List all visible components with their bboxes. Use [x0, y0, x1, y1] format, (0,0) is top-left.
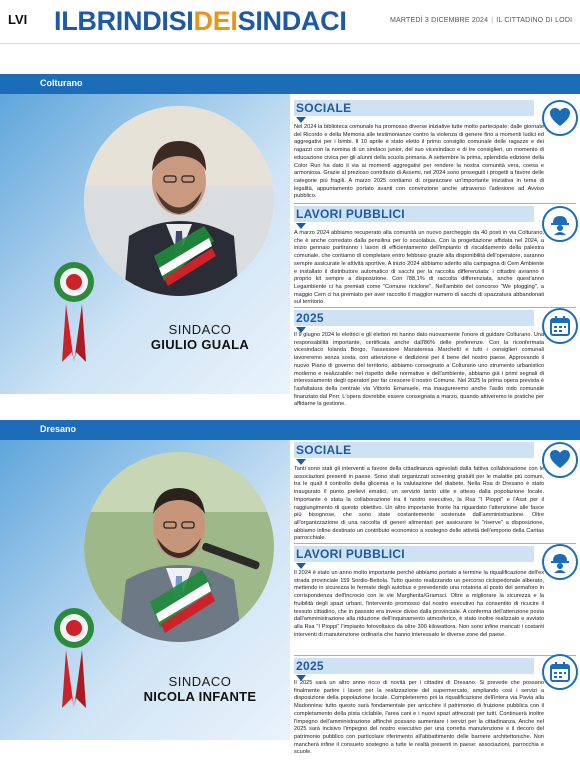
- mayor-name: GIULIO GUALA: [150, 337, 250, 352]
- header-rule: [0, 43, 580, 44]
- town-section-colturano: [0, 74, 580, 414]
- mayor-portrait-photo: [84, 106, 274, 296]
- mayor-name: NICOLA INFANTE: [143, 689, 257, 704]
- block-text: Il 2024 è stato un anno molto importante perché abbiamo portato a termine la riqualificazione dell'ex strada provinciale 159 Sordio-Bettola. Tutto questo realizzando un percorso ciclopedonale alberato, mettendo in sicurezza le fermate degli autobus e prevedendo una rotatoria al posto del semaforo in corrispondenza dell'incrocio con le vie Margherita/Gramsci. Oltre a migliorare la sicurezza e la fruibilità degli spazi urbani, l'intervento promosso dal nostro esecutivo ha consentito di ricucire il tessuto cittadino, che in passato era invece diviso dalla provinciale. A conferma dell'attenzione posta dall'amministrazione alla riduzione dell'inquinamento atmosferico, è stato inoltre realizzato e avviato alla Rsa "I Pioppi" l'impianto fotovoltaico da oltre 300 kilowattora. Non sono infine mancati i costanti interventi di manutenzione ordinaria che hanno interessato le diverse zone del paese.: [294, 570, 544, 638]
- block-title-bar: [294, 310, 534, 326]
- worker-icon: [542, 544, 578, 580]
- block-title: 2025: [296, 311, 324, 325]
- page-header: [0, 0, 580, 44]
- brand-part-1: ILBRINDISI: [54, 6, 194, 36]
- block-text: Il 9 giugno 2024 le elettrici e gli elettori mi hanno dato nuovamente l'onore di guidare Colturano. Una responsabilità importante, certificata anche dall'86% delle preferenze. Con la riconfermata vicesindaco Iolanda Borgo, l'assessore Mariateresa Marchetti e tutti i consiglieri comunali lavoreremo senza sosta, con attenzione e dedizione per il bene del nostro paese. Approvando il nuovo Piano di governo del territorio, abbiamo consegnato a Colturano uno strumento urbanistico moderno e realizzabile: nel rispetto delle normative e dell'ambiente, abbiamo già i primi segnali di interessamento degli operatori per far crescere il nostro Comune. Nel 2025 la prima opera prevista è l'asfaltatura della centrale via Vittorio Emanuele, ma inaugureremo anche l'asilo nido comunale finanziato dal Pnrr. L'opera dovrebbe essere consegnata a marzo, quando attiveremo le pratiche per affidarne la gestione.: [294, 332, 544, 408]
- content-column: [294, 442, 576, 764]
- issue-date: MARTEDÌ 3 DICEMBRE 2024: [390, 17, 489, 24]
- tricolor-rosette-icon: [52, 600, 96, 710]
- block-arrow-icon: [296, 117, 306, 123]
- block-title: LAVORI PUBBLICI: [296, 207, 405, 221]
- town-header-bar: [0, 420, 580, 440]
- block-text: Il 2025 sarà un altro anno ricco di novità per i cittadini di Dresano. Si prevede che possano finalmente partire i lavori per la realizzazione del supermercato, ampliando così i servizi a disposizione della popolazione locale. Completeremo poi la riqualificazione dell'intera via Pavia alla Madonnina: tutto questo sarà fondamentale per arricchire il patrimonio di fruizione pubblica con il completamento della pista ciclabile, l'area cani e i nuovi spazi attrezzati per tutti. Continuerà inoltre l'impegno dell'amministrazione affinché possano aumentare i servizi per la cittadinanza. Anche nel 2025 sarà incisivo l'impegno del nostro esecutivo per una corretta manutenzione e il decoro del patrimonio pubblico con particolare riferimento all'abbattimento delle barriere architettoniche. Non mancherà infine il consueto sostegno a tutte le realtà presenti in paese: associazioni, parrocchia e scuole.: [294, 680, 544, 756]
- dateline: MARTEDÌ 3 DICEMBRE 2024 | IL CITTADINO DI LODI: [390, 17, 573, 24]
- block-text: Nel 2024 la biblioteca comunale ha promosso diverse iniziative tutte molto partecipate: dalle giornate del Ricordo e della Memoria alle testimonianze contro la violenza di genere fino a momenti ludici ed aggregativi per i bimbi. Il 10 aprile è stato eletto il primo consiglio comunale delle ragazze e dei ragazzi con la nomina di un sindaco junior, del suo vicesindaco e di tre consiglieri, un momento di educazione civica per gli alunni della scuola primaria. A settembre la prima, splendida edizione della Color Run ha dato il via ai momenti aggregativi per rendere la nostra comunità vera, coesa e armoniosa. Grazie al prezioso contributo di Assemi, nel 2024 sono proseguiti i progetti a favore delle categorie più fragili. A marzo 2025 contiamo di organizzare un'importante iniziativa in tema di legalità, appuntamento portato avanti con convinzione anche attraverso l'adesione ad Avviso pubblico.: [294, 124, 544, 200]
- page-number: LVI: [8, 12, 28, 27]
- calendar-icon: [542, 308, 578, 344]
- heart-icon: [542, 100, 578, 136]
- block-text: Tanti sono stati gli interventi a favore della cittadinanza agevolati dalla fattiva collaborazione con le associazioni presenti in paese. Sono stati organizzati screening gratuiti per le malattie più comuni, tra le quali il controllo della glicemia e la valutazione del diabete. Nella Rsa di Dresano è stato inaugurato il punto prelievi ematici, un servizio tanto utile e atteso dalla popolazione locale. Importante è stata la collaborazione tra il nostro esecutivo, la Rsa "I Pioppi" e l'Asst per il raggiungimento di questo obiettivo. Un altro importante fronte ha riguardato l'attenzione alle fasce più bisognose, che sono state costantemente sostenute dall'amministrazione. Oltre all'organizzazione di una raccolta di generi alimentari per assicurare le "riserve" a disposizione, abbiamo infine destinato un contributo economico a sostegno delle attività dell'emporio della Caritas parrocchiale.: [294, 466, 544, 542]
- mayor-caption: [110, 674, 290, 704]
- block-divider: [294, 203, 576, 204]
- block-arrow-icon: [296, 563, 306, 569]
- block-title-bar: [294, 658, 534, 674]
- calendar-icon: [542, 654, 578, 690]
- block-divider: [294, 543, 576, 544]
- block-title: SOCIALE: [296, 443, 352, 457]
- section-brand-title: [54, 4, 347, 38]
- town-name: Colturano: [40, 78, 83, 88]
- mayor-caption: [110, 322, 290, 352]
- town-name: Dresano: [40, 424, 77, 434]
- block-arrow-icon: [296, 223, 306, 229]
- block-title: 2025: [296, 659, 324, 673]
- block-divider: [294, 307, 576, 308]
- block-title-bar: [294, 206, 534, 222]
- mayor-title: SINDACO: [168, 674, 232, 689]
- block-text: A marzo 2024 abbiamo recuperato alla comunità un nuovo parcheggio da 40 posti in via Colturano, che è anche corredato dalla pensilina per lo scuolabus. Con la progettazione affidata nel 2024, a inizio gennaio partiranno i lavori di efficientamento dell'impianto di riscaldamento della palestra comunale, che contiamo di completare entro febbraio grazie alla disponibilità dell'operatore, saranno sempre assicurate le attività sportive. A inizio 2024 abbiamo aderito alla campagna di Cem Ambiente e installato il distributore automatico di sacchi per la raccolta differenziata: i cittadini avranno il proprio kit sempre a disposizione. Con l'88,1% di raccolta differenziata, anche quest'anno Legambiente ci ha premiati come "Comune riciclone". Nell'ambito del concorso "We plogging", a maggio Cem ci ha premiato per aver raccolto il maggior numero di sacchi di spazzatura abbandonati sul territorio.: [294, 230, 544, 306]
- town-header-bar: [0, 74, 580, 94]
- block-title-bar: [294, 100, 534, 116]
- mayor-portrait-photo: [84, 452, 274, 642]
- brand-part-3: SINDACI: [237, 6, 347, 36]
- block-title: SOCIALE: [296, 101, 352, 115]
- block-title: LAVORI PUBBLICI: [296, 547, 405, 561]
- newspaper-name: IL CITTADINO DI LODI: [496, 17, 573, 24]
- content-column: [294, 100, 576, 410]
- block-divider: [294, 655, 576, 656]
- mayor-title: SINDACO: [168, 322, 232, 337]
- brand-part-2: DEI: [193, 6, 238, 36]
- town-section-dresano: [0, 420, 580, 766]
- block-arrow-icon: [296, 459, 306, 465]
- worker-icon: [542, 206, 578, 242]
- heart-icon: [542, 442, 578, 478]
- block-title-bar: [294, 442, 534, 458]
- tricolor-rosette-icon: [52, 254, 96, 364]
- block-title-bar: [294, 546, 534, 562]
